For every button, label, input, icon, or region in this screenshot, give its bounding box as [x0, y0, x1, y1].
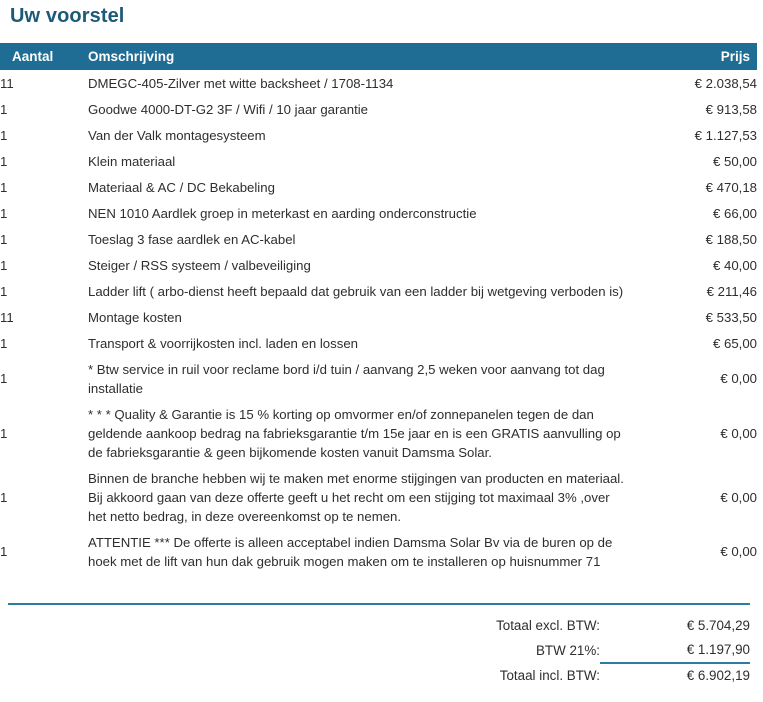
column-header-price: Prijs: [627, 43, 757, 70]
cell-quantity: 1: [0, 371, 8, 386]
cell-price: € 188,50: [705, 231, 757, 247]
table-header-row: [0, 43, 757, 70]
table-bottom-rule: [8, 603, 750, 605]
totals-value-excl-btw: € 5.704,29: [686, 618, 750, 633]
cell-price: € 533,50: [705, 309, 757, 325]
table-row: [0, 356, 757, 401]
column-header-quantity: Aantal: [0, 43, 88, 70]
cell-description: Materiaal & AC / DC Bekabeling: [88, 179, 275, 195]
cell-quantity: 1: [0, 179, 8, 195]
cell-description: * * * Quality & Garantie is 15 % korting op omvormer en/of zonnepanelen tegen de dan geldende aankoop bedrag na fabrieksgarantie t/m 15e jaar en is een GRATIS aanvulling op de fabrieksgarantie & geen bijkomende kosten vanuit Damsma Solar.: [88, 406, 621, 460]
cell-price: € 1.127,53: [694, 127, 757, 143]
cell-quantity: 1: [0, 335, 8, 351]
cell-quantity: 1: [0, 231, 8, 247]
cell-quantity: 1: [0, 425, 8, 441]
cell-price: € 2.038,54: [694, 75, 757, 91]
totals-row-btw: [330, 638, 750, 663]
totals-value-incl-btw: € 6.902,19: [600, 663, 750, 688]
table-row: [0, 401, 757, 465]
cell-description: Steiger / RSS systeem / valbeveiliging: [88, 257, 311, 273]
cell-price: € 0,00: [720, 371, 757, 386]
cell-price: € 0,00: [720, 489, 757, 505]
quote-table-header: [0, 43, 757, 70]
cell-description: Binnen de branche hebben wij te maken met enorme stijgingen van producten en materiaal. Bij akkoord gaan van deze offerte geeft u het recht om een stijging tot maximaal 3% ,over het netto bedrag, in deze overeenkomst op te nemen.: [88, 470, 624, 524]
quote-table-body: [0, 70, 757, 574]
quote-table: [0, 43, 757, 574]
totals-row-incl: [330, 663, 750, 688]
table-row: [0, 200, 757, 226]
cell-price: € 50,00: [713, 153, 757, 169]
table-row: [0, 226, 757, 252]
table-row: [0, 70, 757, 96]
page-title: Uw voorstel: [10, 5, 125, 27]
cell-description: Toeslag 3 fase aardlek en AC-kabel: [88, 231, 296, 247]
cell-quantity: 1: [0, 544, 8, 559]
cell-price: € 211,46: [706, 283, 757, 299]
cell-description: ATTENTIE *** De offerte is alleen acceptabel indien Damsma Solar Bv via de buren op de hoek met de lift van hun dak gebruik mogen maken om te installeren op huisnummer 71: [88, 534, 613, 569]
table-row: [0, 465, 757, 529]
totals-row-excl: [330, 614, 750, 638]
table-row: [0, 122, 757, 148]
cell-description: Montage kosten: [88, 309, 182, 325]
cell-quantity: 1: [0, 153, 8, 169]
cell-description: Klein materiaal: [88, 153, 176, 169]
cell-quantity: 1: [0, 283, 8, 299]
cell-price: € 0,00: [720, 425, 757, 441]
column-header-description: Omschrijving: [88, 43, 627, 70]
table-row: [0, 304, 757, 330]
totals-label-incl-btw: Totaal incl. BTW:: [499, 667, 600, 683]
table-row: [0, 148, 757, 174]
cell-quantity: 1: [0, 127, 8, 143]
cell-quantity: 11: [0, 309, 14, 325]
totals-table: [330, 614, 750, 688]
cell-price: € 65,00: [713, 335, 757, 351]
cell-quantity: 11: [0, 75, 14, 91]
table-row: [0, 278, 757, 304]
totals-value-btw: € 1.197,90: [686, 642, 750, 657]
cell-price: € 40,00: [713, 257, 757, 273]
cell-quantity: 1: [0, 489, 8, 505]
table-row: [0, 174, 757, 200]
cell-price: € 66,00: [713, 205, 757, 221]
cell-description: Van der Valk montagesysteem: [88, 127, 266, 143]
cell-price: € 470,18: [705, 179, 757, 195]
cell-quantity: 1: [0, 101, 8, 117]
cell-price: € 913,58: [705, 101, 757, 117]
cell-quantity: 1: [0, 257, 8, 273]
table-row: [0, 252, 757, 278]
cell-quantity: 1: [0, 205, 8, 221]
cell-description: * Btw service in ruil voor reclame bord i/d tuin / aanvang 2,5 weken voor aanvang tot dag installatie: [88, 361, 605, 396]
totals-section: [330, 614, 750, 688]
cell-price: € 0,00: [720, 544, 757, 559]
table-row: [0, 330, 757, 356]
cell-description: Transport & voorrijkosten incl. laden en lossen: [88, 335, 358, 351]
totals-label-excl-btw: Totaal excl. BTW:: [496, 618, 600, 633]
cell-description: Goodwe 4000-DT-G2 3F / Wifi / 10 jaar garantie: [88, 101, 368, 117]
totals-label-btw: BTW 21%:: [536, 642, 600, 658]
cell-description: Ladder lift ( arbo-dienst heeft bepaald dat gebruik van een ladder bij wetgeving verboden is): [88, 283, 624, 299]
table-row: [0, 529, 757, 574]
cell-description: DMEGC-405-Zilver met witte backsheet / 1708-1134: [88, 75, 394, 91]
table-row: [0, 96, 757, 122]
cell-description: NEN 1010 Aardlek groep in meterkast en aarding onderconstructie: [88, 205, 477, 221]
